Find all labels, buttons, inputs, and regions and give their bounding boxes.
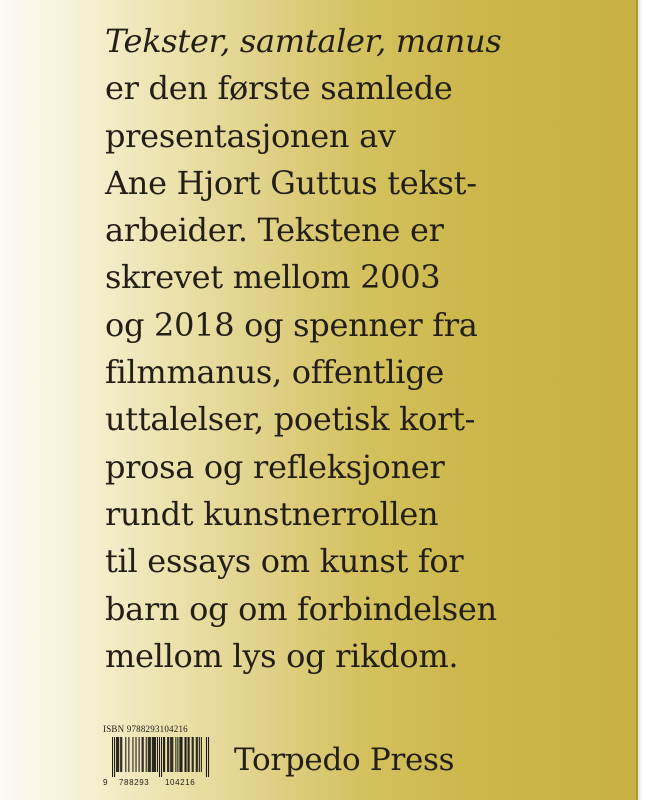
barcode-bar <box>112 737 113 777</box>
barcode-bar <box>149 737 150 772</box>
barcode-bar <box>132 737 133 772</box>
barcode-bar <box>159 737 160 777</box>
barcode-digit-lead: 9 <box>103 778 108 787</box>
blurb-line: og 2018 og spenner fra <box>105 305 478 344</box>
barcode-bar <box>186 737 187 772</box>
barcode-bar <box>184 737 185 772</box>
barcode-bar <box>197 737 198 772</box>
barcode-bar <box>196 737 197 772</box>
barcode-bar <box>170 737 171 772</box>
isbn-barcode-block <box>103 724 213 788</box>
barcode-bar <box>179 737 180 772</box>
blurb-line: presentasjonen av <box>105 116 396 155</box>
barcode-bar <box>114 737 115 777</box>
barcode-icon <box>103 737 211 777</box>
barcode-bar <box>201 737 202 772</box>
page-edge-shadow <box>636 0 642 800</box>
blurb-line: rundt kunstnerrollen <box>105 494 439 533</box>
barcode-bar <box>120 737 121 772</box>
barcode-bar <box>148 737 149 772</box>
barcode-bar <box>193 737 194 772</box>
blurb-line: uttalelser, poetisk kort- <box>105 400 476 439</box>
barcode-digits-left: 788293 <box>119 778 150 787</box>
blurb-line: prosa og refleksjoner <box>105 447 445 486</box>
barcode-bar <box>189 737 190 772</box>
barcode-bar <box>116 737 117 772</box>
book-title: Tekster, samtaler, manus <box>105 22 502 60</box>
barcode-digits-right: 104216 <box>165 778 196 787</box>
barcode-bar <box>157 737 158 772</box>
barcode-bar <box>206 737 207 777</box>
blurb-line: mellom lys og rikdom. <box>105 636 459 675</box>
publisher-name: Torpedo Press <box>234 742 455 778</box>
barcode-bar <box>168 737 169 772</box>
barcode-bar <box>180 737 181 772</box>
barcode-bar <box>152 737 153 772</box>
blurb-line: er den første samlede <box>105 69 453 108</box>
blurb-line: Ane Hjort Guttus tekst- <box>105 163 477 202</box>
barcode-bar <box>139 737 140 772</box>
barcode-bar <box>143 737 144 772</box>
barcode-bar <box>155 737 156 772</box>
barcode-bar <box>188 737 189 772</box>
barcode-bar <box>150 737 151 772</box>
blurb-line: skrevet mellom 2003 <box>105 258 441 297</box>
barcode-bar <box>154 737 155 772</box>
barcode-bar <box>161 737 162 777</box>
barcode-bar <box>177 737 178 772</box>
barcode-bar <box>181 737 182 772</box>
blurb-line: filmmanus, offentlige <box>105 353 445 392</box>
barcode-digits <box>103 777 213 788</box>
blurb-line: arbeider. Tekstene er <box>105 211 444 250</box>
isbn-label: ISBN 9788293104216 <box>103 724 188 734</box>
barcode-bar <box>172 737 173 772</box>
barcode-bar <box>146 737 147 772</box>
barcode-bar <box>117 737 118 772</box>
barcode-bar <box>163 737 164 772</box>
barcode-bar <box>118 737 119 772</box>
barcode-bar <box>125 737 126 772</box>
barcode-bar <box>121 737 122 772</box>
barcode-bar <box>208 737 209 777</box>
barcode-bar <box>164 737 165 772</box>
barcode-bar <box>167 737 168 772</box>
barcode-bar <box>171 737 172 772</box>
barcode-bar <box>199 737 200 772</box>
barcode-bar <box>142 737 143 772</box>
barcode-bar <box>175 737 176 772</box>
barcode-bar <box>192 737 193 772</box>
barcode-bar <box>135 737 136 772</box>
barcode-bar <box>153 737 154 772</box>
blurb-text <box>105 18 625 680</box>
blurb-line: barn og om forbindelsen <box>105 589 497 628</box>
barcode-bar <box>128 737 129 772</box>
blurb-line: til essays om kunst for <box>105 542 464 581</box>
